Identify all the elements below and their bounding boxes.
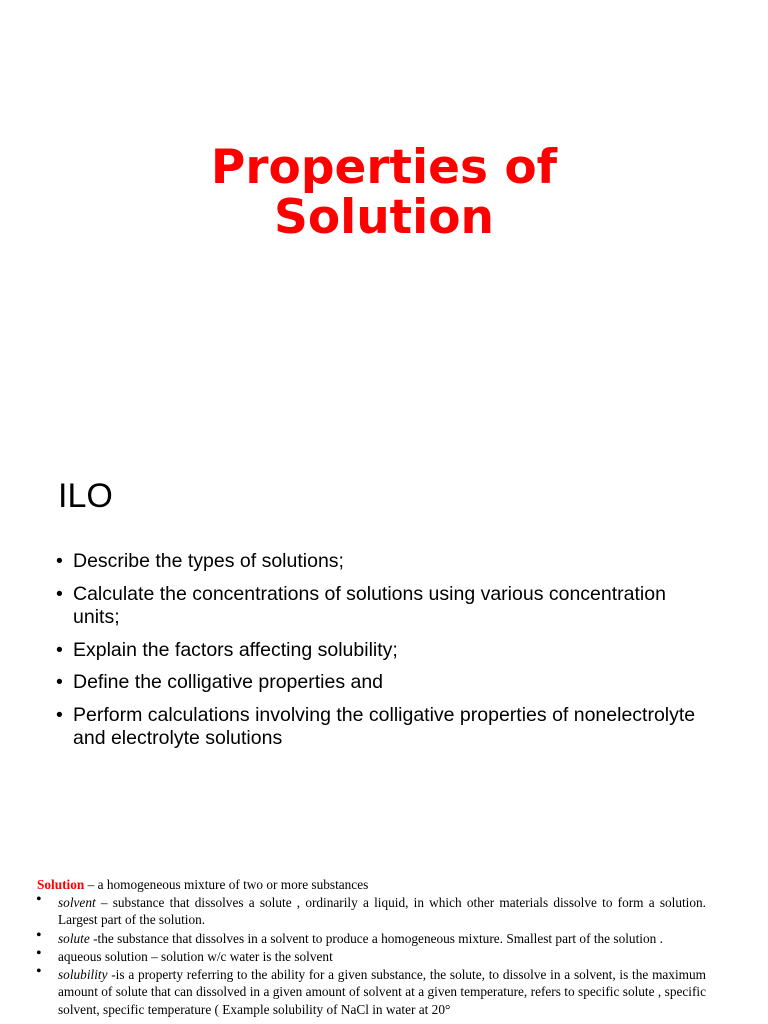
ilo-item-text: Describe the types of solutions;: [73, 550, 344, 572]
bullet-icon: •: [56, 671, 63, 693]
list-item: [56, 704, 716, 751]
bullet-icon: •: [56, 582, 63, 605]
bullet-icon: •: [36, 926, 42, 944]
bullet-icon: •: [36, 944, 42, 962]
list-item: [36, 926, 706, 947]
list-item: [56, 550, 716, 574]
ilo-item-text: Calculate the concentrations of solutions using various concentration units;: [73, 582, 666, 628]
slide-title-line-2: Solution: [273, 190, 495, 246]
bullet-icon: •: [36, 891, 42, 908]
ilo-slide: [0, 432, 768, 862]
list-item: [56, 583, 716, 630]
slide-title-line-1: Properties of: [210, 140, 558, 196]
list-item: [36, 963, 706, 1018]
title-slide: [0, 0, 768, 432]
definition-term: solubility: [58, 967, 108, 983]
list-item: [36, 944, 706, 965]
heading-text: – a homogeneous mixture of two or more substances: [84, 877, 369, 892]
heading-term: Solution: [37, 877, 85, 892]
definition-term: solvent: [58, 895, 96, 910]
bullet-icon: •: [56, 550, 63, 572]
ilo-item-text: Define the colligative properties and: [73, 671, 384, 693]
bullet-icon: •: [56, 638, 63, 661]
ilo-list: [56, 550, 716, 760]
definitions-list: [36, 891, 706, 1019]
definition-text: – substance that dissolves a solute , ordinarily a liquid, in which other materials dissolve to form a solution. Largest part of the solution.: [58, 895, 706, 928]
bullet-icon: •: [56, 703, 63, 726]
ilo-item-text: Perform calculations involving the colligative properties of nonelectrolyte and electrolyte solutions: [73, 703, 696, 749]
definition-term: solute: [58, 930, 90, 946]
definition-heading: [37, 876, 368, 893]
ilo-heading: ILO: [58, 477, 113, 515]
list-item: [56, 671, 716, 695]
definition-text: aqueous solution – solution w/c water is the solvent: [58, 948, 333, 964]
bullet-icon: •: [36, 963, 42, 981]
definition-text: -is a property referring to the ability for a given substance, the solute, to dissolve in a solvent, is the maximum amount of solute that can dissolved in a given amount of solvent at a given temperature, refers to specific solute , specific solvent, specific temperature ( Example solubility of NaCl in water at 20°: [58, 967, 706, 1017]
definitions-slide: [0, 862, 768, 1024]
list-item: [36, 891, 706, 929]
list-item: [56, 639, 716, 663]
definition-text: -the substance that dissolves in a solvent to produce a homogeneous mixture. Smallest part of the solution .: [89, 930, 663, 946]
ilo-item-text: Explain the factors affecting solubility;: [73, 638, 398, 661]
slide-title: [0, 140, 768, 246]
